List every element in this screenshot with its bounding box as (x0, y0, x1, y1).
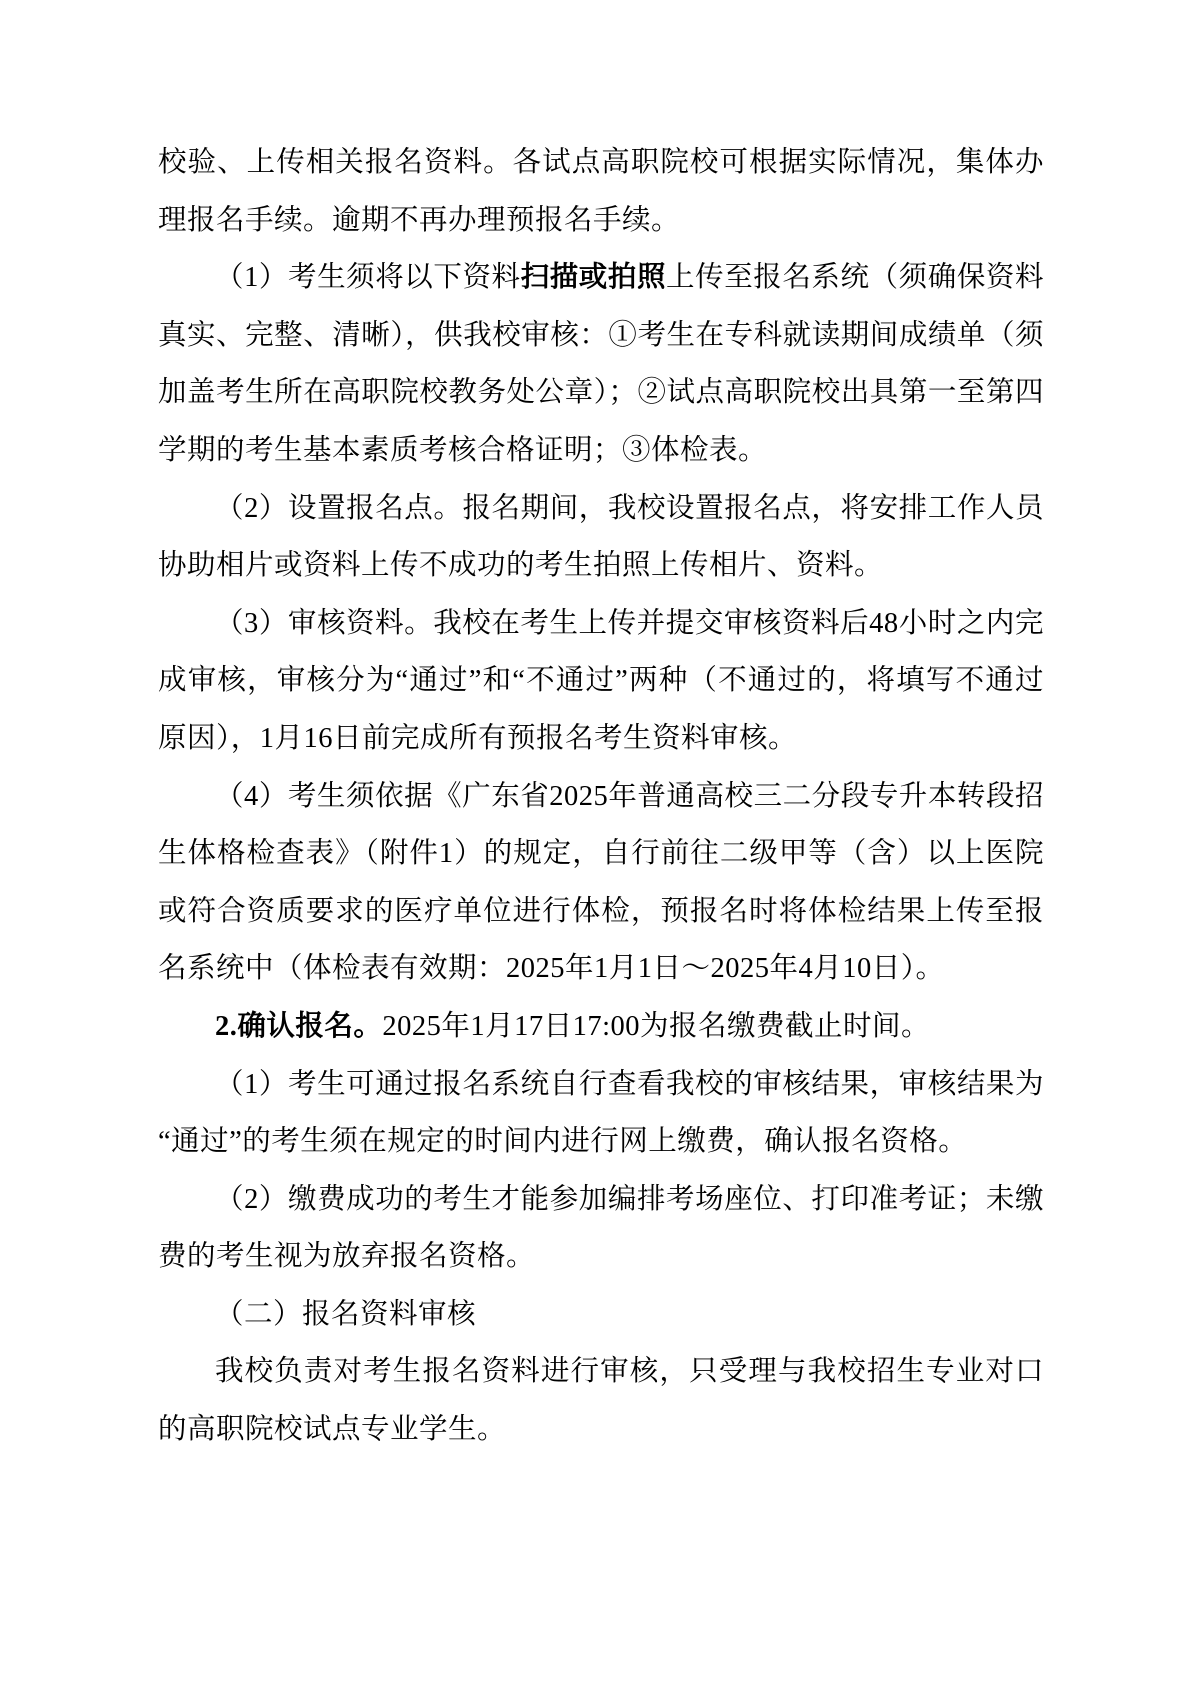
paragraph-continuation (158, 134, 1044, 249)
text-run: （二）报名资料审核 (215, 1298, 477, 1330)
text-run: （1）考生须将以下资料 (215, 262, 521, 294)
text-run: 我校负责对考生报名资料进行审核，只受理与我校招生专业对口的高职院校试点专业学生。 (158, 1356, 1044, 1446)
paragraph-confirm-registration (158, 998, 1044, 1056)
text-run-bold: 扫描或拍照 (520, 262, 667, 294)
text-run-bold: 2.确认报名。 (215, 1010, 383, 1042)
paragraph-item-3 (158, 595, 1044, 768)
text-run: （3）审核资料。我校在考生上传并提交审核资料后48小时之内完成审核，审核分为“通过”和“不通过”两种（不通过的，将填写不通过原因），1月16日前完成所有预报名考生资料审核。 (158, 607, 1044, 754)
text-run: 2025年1月17日17:00为报名缴费截止时间。 (382, 1010, 931, 1042)
text-run: 上传至报名系统（须确保资料真实、完整、清晰），供我校审核：①考生在专科就读期间成绩单（须加盖考生所在高职院校教务处公章）；②试点高职院校出具第一至第四学期的考生基本素质考核合格证明；③体检表。 (158, 262, 1044, 466)
document-body (158, 134, 1044, 1459)
paragraph-item-4 (158, 768, 1044, 998)
paragraph-review-scope (158, 1343, 1044, 1458)
text-run: 校验、上传相关报名资料。各试点高职院校可根据实际情况，集体办理报名手续。逾期不再办理预报名手续。 (158, 147, 1044, 236)
paragraph-item-2 (158, 480, 1044, 595)
text-run: （1）考生可通过报名系统自行查看我校的审核结果，审核结果为“通过”的考生须在规定的时间内进行网上缴费，确认报名资格。 (158, 1068, 1044, 1158)
paragraph-item-1 (158, 249, 1044, 479)
paragraph-confirm-1 (158, 1056, 1044, 1171)
text-run: （2）缴费成功的考生才能参加编排考场座位、打印准考证；未缴费的考生视为放弃报名资格。 (158, 1183, 1044, 1273)
text-run: （2）设置报名点。报名期间，我校设置报名点，将安排工作人员协助相片或资料上传不成功的考生拍照上传相片、资料。 (158, 492, 1044, 582)
paragraph-confirm-2 (158, 1171, 1044, 1286)
paragraph-section-heading-2 (158, 1286, 1044, 1344)
text-run: （4）考生须依据《广东省2025年普通高校三二分段专升本转段招生体格检查表》（附件1）的规定，自行前往二级甲等（含）以上医院或符合资质要求的医疗单位进行体检，预报名时将体检结果上传至报名系统中（体检表有效期：2025年1月1日～2025年4月10日）。 (158, 780, 1044, 985)
